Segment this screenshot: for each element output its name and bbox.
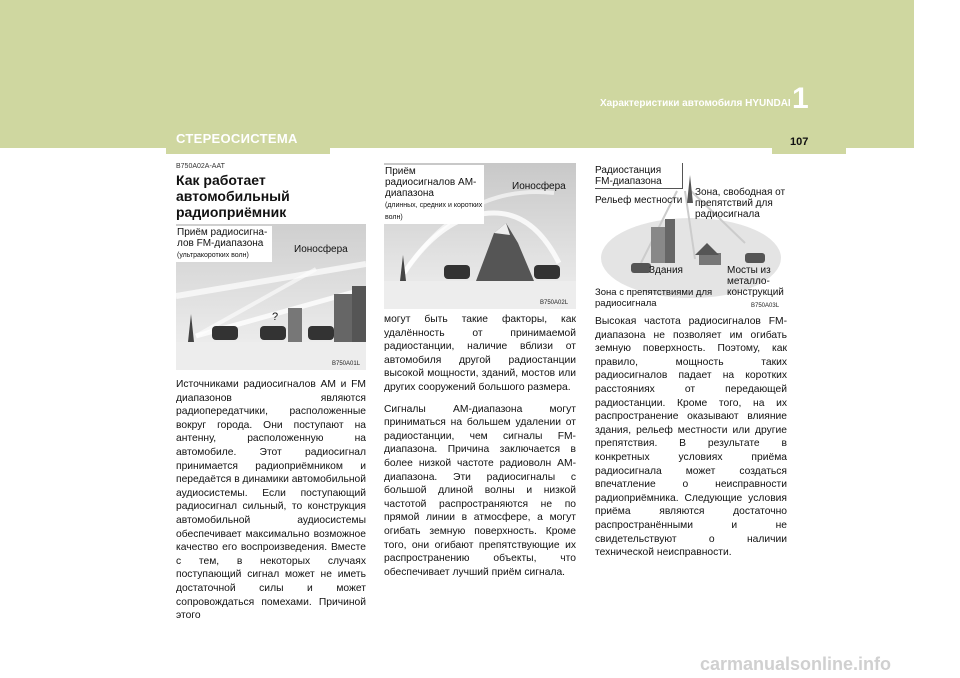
label-bracket bbox=[595, 163, 683, 189]
free-zone-label: Зона, свободная от препятствий для радиосигнала bbox=[695, 187, 786, 220]
am-reception-figure bbox=[384, 163, 576, 309]
ionosphere-label: Ионосфера bbox=[294, 244, 348, 255]
page-tab bbox=[772, 128, 846, 154]
page-number: 107 bbox=[790, 136, 809, 148]
article-heading: Как работает автомобильный радиоприёмник bbox=[176, 172, 290, 220]
fm-reception-figure bbox=[176, 224, 366, 370]
bridges-label: Мосты из металло-конструкций bbox=[727, 265, 784, 298]
ionosphere-label: Ионосфера bbox=[512, 181, 566, 192]
svg-text:?: ? bbox=[272, 311, 279, 323]
am-figure-label: Приём радиосигналов AM-диапазона bbox=[385, 166, 477, 199]
watermark: carmanualsonline.info bbox=[700, 654, 892, 674]
station-label: Радиостанция FM-диапазона bbox=[595, 165, 662, 187]
am-figure-sublabel: (длинных, средних и коротких волн) bbox=[385, 202, 483, 221]
fm-figure-label: Приём радиосигна-лов FM-диапазона bbox=[177, 227, 268, 249]
column-2 bbox=[384, 163, 576, 579]
fm-figure-sublabel: (ультракоротких волн) bbox=[177, 252, 249, 259]
column-3 bbox=[595, 163, 787, 560]
figure-code: B750A01L bbox=[332, 361, 361, 367]
fm-obstacles-figure bbox=[595, 163, 787, 309]
figure-code: B750A02L bbox=[540, 300, 569, 306]
column-1 bbox=[176, 163, 366, 623]
section-code: B750A02A-AAT bbox=[176, 163, 225, 170]
am-paragraph-2: Сигналы AM-диапазона могут приниматься на большем удалении от радиостанции, чем сигналы FM-диапазона. Причина заключается в более низкой частоте радиоволн AM-диапазона. Эти радиосигналы с большой длиной волны и низкой частотой распространяются не по прямой линии в атмосфере, а могут огибать земную поверхность. Кроме того, они огибают препятствующие их распространению объекты, что обеспечивает лучший приём сигнала. bbox=[384, 403, 576, 578]
figure-code: B750A03L bbox=[751, 303, 780, 309]
buildings-label: Здания bbox=[649, 265, 683, 276]
section-title: СТЕРЕОСИСТЕМА bbox=[176, 131, 298, 146]
chapter-number: 1 bbox=[792, 82, 809, 115]
intro-paragraph: Источниками радиосигналов AM и FM диапазонов являются радиопередатчики, расположенные вокруг города. Они поступают на антенну, расположенную на автомобиле. Этот радиосигнал принимается радиоприёмником и передаётся в динамики автомобильной аудиосистемы. Если поступающий радиосигнал сильный, то конструкция автомобильной аудиосистемы обеспечивает максимально возможное качество его воспроизведения. Вместе с тем, в некоторых случаях поступающий сигнал может не иметь достаточной силы и может сопровождаться помехами. Причиной этого bbox=[176, 379, 366, 622]
running-title: Характеристики автомобиля HYUNDAI bbox=[600, 98, 791, 109]
am-paragraph-1: могут быть такие факторы, как удалённость от принимаемой радиостанции, наличие вблизи от автомобиля другой радиостанции высокой мощности, зданий, мостов или других сооружений большого размера. bbox=[384, 314, 576, 393]
header-band bbox=[0, 0, 914, 148]
obstacle-zone-label: Зона с препятствиями для радиосигнала bbox=[595, 287, 713, 309]
fm-paragraph: Высокая частота радиосигналов FM-диапазона не позволяет им огибать земную поверхность. Поэтому, как правило, мощность таких радиосигналов падает на коротких расстояниях от передающей радиостанции. Кроме того, на их распространение оказывают влияние здания, рельеф местности или другие препятствия. В результате в конкретных условиях приёма радиосигнала может создаться впечатление о неисправности радиоприёмника. Следующие условия приёма являются достаточно распространёнными и не свидетельствуют о наличии технической неисправности. bbox=[595, 316, 787, 559]
terrain-label: Рельеф местности bbox=[595, 195, 683, 206]
